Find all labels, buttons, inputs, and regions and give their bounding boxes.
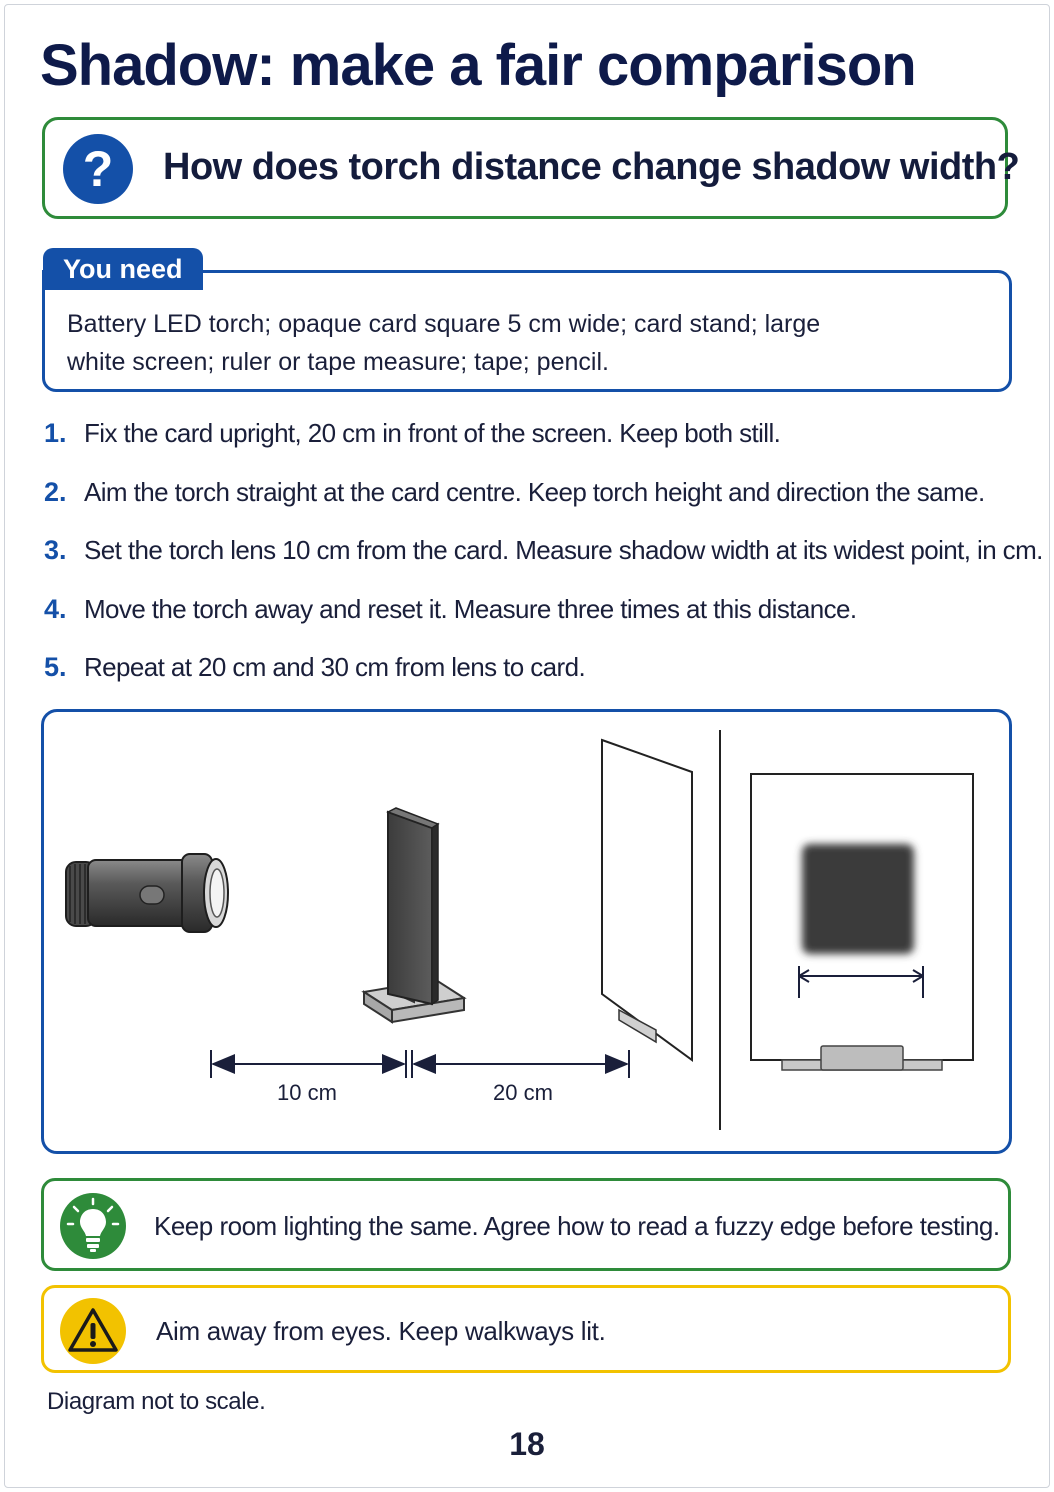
- lightbulb-icon: [60, 1193, 126, 1259]
- you-need-text: Battery LED torch; opaque card square 5 cm wide; card stand; large white screen; ruler or tape measure; tape; pencil.: [67, 310, 821, 376]
- step-text: Aim the torch straight at the card centre. Keep torch height and direction the same.: [84, 476, 985, 507]
- step-number: 3.: [44, 535, 67, 565]
- step-number: 1.: [44, 418, 67, 448]
- page-title: Shadow: make a fair comparison: [40, 33, 916, 98]
- step-number: 4.: [44, 593, 67, 624]
- step-5: [44, 652, 1034, 711]
- step-text: Repeat at 20 cm and 30 cm from lens to card.: [84, 652, 586, 682]
- dimension-lines: [211, 1050, 629, 1078]
- step-3: [44, 535, 1043, 594]
- question-icon: ?: [63, 134, 133, 204]
- page-number: 18: [509, 1426, 545, 1462]
- shadow-icon: [802, 844, 914, 954]
- step-4: [44, 594, 1034, 653]
- card-icon: [388, 808, 438, 1004]
- card-screen-distance-label: 20 cm: [493, 1080, 553, 1105]
- warning-text: Aim away from eyes. Keep walkways lit.: [156, 1316, 606, 1346]
- step-text: Move the torch away and reset it. Measure three times at this distance.: [84, 593, 857, 624]
- step-text: Set the torch lens 10 cm from the card. Measure shadow width at its widest point, in cm.: [84, 535, 1043, 565]
- torch-icon: [66, 854, 228, 932]
- question-box: [42, 117, 1020, 219]
- warning-icon: [60, 1298, 126, 1364]
- step-2: [44, 477, 1034, 536]
- setup-diagram: [41, 709, 1012, 1154]
- tip-box: [41, 1178, 1011, 1271]
- step-1: [44, 418, 1034, 477]
- tip-text: Keep room lighting the same. Agree how to read a fuzzy edge before testing.: [154, 1211, 1000, 1241]
- screen-icon: [602, 740, 692, 1060]
- torch-card-distance-label: 10 cm: [277, 1080, 337, 1105]
- you-need-label: You need: [43, 248, 203, 290]
- steps-list: [44, 418, 1043, 711]
- warning-box: [41, 1285, 1011, 1373]
- step-number: 2.: [44, 476, 67, 507]
- step-text: Fix the card upright, 20 cm in front of the screen. Keep both still.: [84, 418, 781, 448]
- step-number: 5.: [44, 652, 67, 682]
- setup-diagram-svg: [44, 712, 1012, 1154]
- question-text: How does torch distance change shadow width?: [163, 146, 1020, 188]
- screen-front-view: [751, 774, 973, 1070]
- scale-note: Diagram not to scale.: [47, 1388, 266, 1415]
